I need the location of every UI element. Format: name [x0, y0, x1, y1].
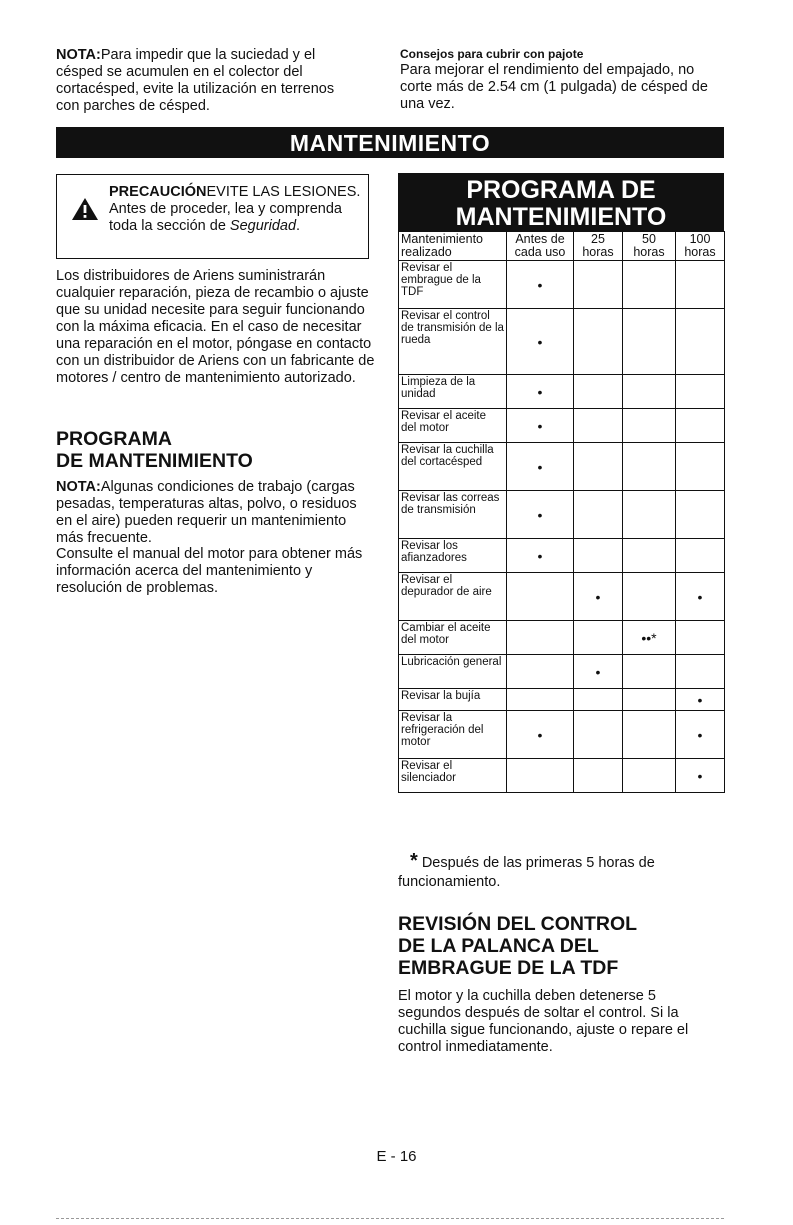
interval-mark-cell: •: [507, 539, 574, 573]
table-row: [399, 621, 725, 655]
interval-mark-cell: •: [507, 375, 574, 409]
task-cell: Revisar las correas de transmisión: [399, 491, 507, 539]
interval-mark-cell: [574, 621, 623, 655]
interval-mark-cell: [507, 759, 574, 793]
interval-mark-cell: [623, 409, 676, 443]
task-cell: Revisar la cuchilla del cortacésped: [399, 443, 507, 491]
interval-mark-cell: ••*: [623, 621, 676, 655]
table-row: [399, 655, 725, 689]
table-row: [399, 309, 725, 375]
header-before-use: Antes de cada uso: [507, 232, 574, 261]
interval-mark-cell: [507, 689, 574, 711]
interval-mark-cell: [676, 309, 725, 375]
interval-mark-cell: •: [676, 711, 725, 759]
header-50-hours: 50 horas: [623, 232, 676, 261]
caution-label: PRECAUCIÓN: [109, 184, 207, 200]
interval-mark-cell: [623, 573, 676, 621]
dealer-paragraph: Los distribuidores de Ariens suministrarán cualquier reparación, pieza de recambio o ajuste que su unidad necesite para seguir funcionando con la máxima eficacia. En el caso de necesitar una reparación en el motor, póngase en contacto con un distribuidor de Ariens con un fabricante de motores / centro de mantenimiento autorizado.: [56, 268, 375, 386]
note-label: NOTA:: [56, 47, 101, 63]
interval-mark-cell: •: [574, 655, 623, 689]
note-conditions: NOTA:Algunas condiciones de trabajo (cargas pesadas, temperaturas altas, polvo, o residuos en el aire) pueden requerir un mantenimiento más frecuente.: [56, 479, 357, 546]
table-row: [399, 711, 725, 759]
table-row: [399, 539, 725, 573]
interval-mark-cell: [623, 309, 676, 375]
interval-mark-cell: [574, 409, 623, 443]
interval-mark-cell: [574, 711, 623, 759]
task-cell: Limpieza de la unidad: [399, 375, 507, 409]
table-row: [399, 759, 725, 793]
task-cell: Revisar el depurador de aire: [399, 573, 507, 621]
bottom-divider: [56, 1218, 724, 1219]
footnote-text: Después de las primeras 5 horas de funcionamiento.: [398, 855, 655, 890]
mulch-tips: [400, 48, 720, 113]
task-cell: Revisar la bujía: [399, 689, 507, 711]
pto-heading: REVISIÓN DEL CONTROL DE LA PALANCA DEL EMBRAGUE DE LA TDF: [398, 913, 638, 979]
interval-mark-cell: •: [507, 711, 574, 759]
pto-paragraph: El motor y la cuchilla deben detenerse 5 segundos después de soltar el control. Si la cuchilla sigue funcionando, ajuste o repare el control inmediatamente.: [398, 988, 689, 1055]
interval-mark-cell: [574, 375, 623, 409]
consult-paragraph: Consulte el manual del motor para obtener más información acerca del mantenimiento y resolución de problemas.: [56, 546, 363, 596]
interval-mark-cell: [676, 375, 725, 409]
note-top: [56, 47, 346, 115]
schedule-heading: PROGRAMA DE MANTENIMIENTO: [56, 428, 253, 472]
interval-mark-cell: [507, 573, 574, 621]
interval-mark-cell: [676, 491, 725, 539]
task-cell: Lubricación general: [399, 655, 507, 689]
interval-mark-cell: [507, 655, 574, 689]
task-cell: Cambiar el aceite del motor: [399, 621, 507, 655]
mulch-tips-text: Para mejorar el rendimiento del empajado, no corte más de 2.54 cm (1 pulgada) de césped de una vez.: [400, 62, 708, 112]
section-title-bar: MANTENIMIENTO: [56, 127, 724, 158]
header-task: Mantenimiento realizado: [399, 232, 507, 261]
page-number: E - 16: [376, 1148, 417, 1165]
interval-mark-cell: •: [676, 759, 725, 793]
interval-mark-cell: [574, 539, 623, 573]
interval-mark-cell: [676, 409, 725, 443]
interval-mark-cell: [623, 261, 676, 309]
interval-mark-cell: [623, 759, 676, 793]
interval-mark-cell: •: [676, 689, 725, 711]
interval-mark-cell: [574, 759, 623, 793]
interval-mark-cell: [623, 539, 676, 573]
task-cell: Revisar el control de transmisión de la rueda: [399, 309, 507, 375]
task-cell: Revisar el aceite del motor: [399, 409, 507, 443]
interval-mark-cell: [623, 711, 676, 759]
footnote-star: *: [410, 850, 418, 872]
interval-mark-cell: •: [507, 491, 574, 539]
caution-text: PRECAUCIÓNEVITE LAS LESIONES. Antes de proceder, lea y comprenda toda la sección de Seguridad.: [109, 184, 361, 234]
interval-mark-cell: •: [507, 261, 574, 309]
interval-mark-cell: •: [574, 573, 623, 621]
interval-mark-cell: [676, 443, 725, 491]
table-row: [399, 443, 725, 491]
task-cell: Revisar el silenciador: [399, 759, 507, 793]
warning-triangle-icon: [71, 197, 99, 221]
interval-mark-cell: [574, 309, 623, 375]
interval-mark-cell: •: [507, 443, 574, 491]
table-row: [399, 261, 725, 309]
schedule-table: [398, 231, 725, 793]
caution-ref: Seguridad: [229, 218, 297, 234]
interval-mark-cell: [676, 621, 725, 655]
interval-mark-cell: •: [676, 573, 725, 621]
schedule-table-title: PROGRAMA DE MANTENIMIENTO: [398, 173, 724, 231]
footnote: [398, 852, 728, 892]
note-text: Para impedir que la suciedad y el césped se acumulen en el colector del cortacésped, evite la utilización en terrenos con parches de césped.: [56, 47, 335, 114]
header-100-hours: 100 horas: [676, 232, 725, 261]
interval-mark-cell: [574, 689, 623, 711]
interval-mark-cell: [623, 491, 676, 539]
interval-mark-cell: [623, 443, 676, 491]
interval-mark-cell: [676, 539, 725, 573]
task-cell: Revisar el embrague de la TDF: [399, 261, 507, 309]
interval-mark-cell: •: [507, 409, 574, 443]
task-cell: Revisar los afianzadores: [399, 539, 507, 573]
table-row: [399, 689, 725, 711]
interval-mark-cell: [574, 443, 623, 491]
interval-mark-cell: [676, 261, 725, 309]
table-row: [399, 573, 725, 621]
table-row: [399, 375, 725, 409]
interval-mark-cell: [574, 491, 623, 539]
interval-mark-cell: •: [507, 309, 574, 375]
header-25-hours: 25 horas: [574, 232, 623, 261]
table-row: [399, 491, 725, 539]
interval-mark-cell: [574, 261, 623, 309]
table-row: [399, 409, 725, 443]
interval-mark-cell: [676, 655, 725, 689]
task-cell: Revisar la refrigeración del motor: [399, 711, 507, 759]
mulch-tips-heading: Consejos para cubrir con pajote: [400, 47, 584, 61]
interval-mark-cell: [623, 689, 676, 711]
interval-mark-cell: [623, 375, 676, 409]
interval-mark-cell: [507, 621, 574, 655]
caution-body: EVITE LAS LESIONES. Antes de proceder, lea y comprenda toda la sección de: [109, 184, 361, 234]
table-header-row: [399, 232, 725, 261]
caution-box: [56, 174, 369, 259]
interval-mark-cell: [623, 655, 676, 689]
